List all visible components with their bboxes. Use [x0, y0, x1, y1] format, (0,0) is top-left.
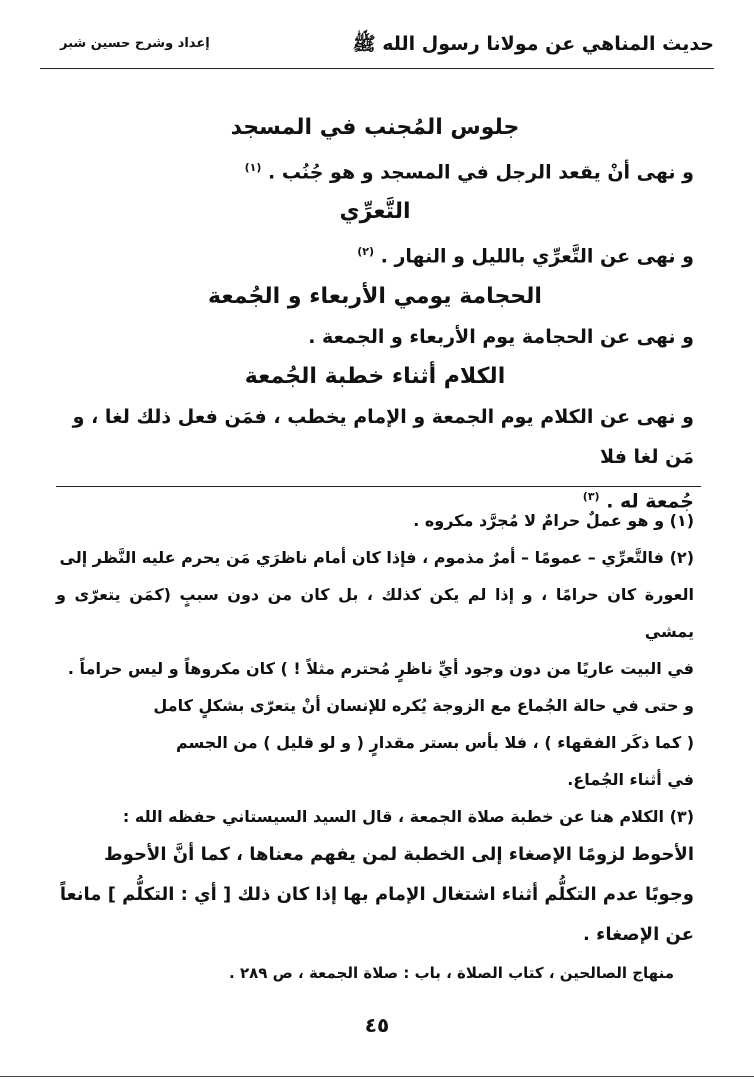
section-text — [56, 148, 694, 192]
section-text-body: و نهى عن التَّعرِّي بالليل و النهار . — [380, 245, 694, 268]
footnote-marker: (١) — [244, 161, 262, 174]
header-title: حديث المناهي عن مولانا رسول الله ﷺ — [352, 33, 714, 55]
footnote-2-line: و حتى في حالة الجُماع مع الزوجة يُكره للإنسان أنْ يتعرّى بشكلٍ كامل — [153, 696, 694, 715]
section-text — [56, 317, 694, 357]
bottom-edge-line — [0, 1076, 754, 1077]
footnotes — [56, 502, 694, 992]
footnote-1: (١) و هو عملٌ حرامٌ لا مُجرَّد مكروه . — [413, 511, 694, 530]
footnote-3-intro: (٣) الكلام هنا عن خطبة صلاة الجمعة ، قال السيد السيستاني حفظه الله : — [122, 807, 694, 826]
footnote-3-quote-line: الأحوط لزومًا الإصغاء إلى الخطبة لمن يفهم معناها ، كما أنَّ الأحوط — [103, 844, 694, 865]
section-text — [56, 232, 694, 276]
section-heading: التَّعرِّي — [339, 199, 411, 225]
footnote-2-line: ( كما ذكَر الفقهاء ) ، فلا بأس بستر مقدارٍ ( و لو قليل ) من الجسم — [175, 733, 694, 752]
section-text-body: و نهى أنْ يقعد الرجل في المسجد و هو جُنُب . — [268, 161, 694, 184]
section-text-line: و نهى عن الكلام يوم الجمعة و الإمام يخطب ، فمَن فعل ذلك لغا ، و مَن لغا فلا — [72, 405, 694, 468]
footnote-marker: (٢) — [357, 245, 374, 259]
footnote-2-line: في أثناء الجُماع. — [567, 770, 694, 789]
header-author: إعداد وشرح حسين شبر — [60, 36, 210, 51]
section-heading: جلوس المُجنب في المسجد — [230, 115, 520, 140]
page-number: ٤٥ — [364, 1013, 390, 1037]
section-text-body: جُمعة له . — [606, 489, 694, 512]
section-heading: الكلام أثناء خطبة الجُمعة — [244, 363, 506, 389]
footnote-2-line: العورة كان حرامًا ، و إذا لم يكن كذلك ، بل كان من دون سببٍ (كمَن يتعرّى و يمشي — [56, 585, 694, 641]
header-divider — [40, 68, 714, 69]
footnote-2-line: (٢) فالتَّعرِّي – عمومًا – أمرٌ مذموم ، فإذا كان أمام ناظرَي مَن يحرم عليه النَّظر إلى — [59, 548, 694, 567]
section-heading: الحجامة يومي الأربعاء و الجُمعة — [208, 283, 542, 309]
section-text-body: و نهى عن الحجامة يوم الأربعاء و الجمعة . — [308, 325, 694, 348]
footnote-3-quote-line: عن الإصغاء . — [583, 924, 694, 945]
footnote-2-line: في البيت عاريًا من دون وجود أيِّ ناظرٍ مُحترم مثلاً ! ) كان مكروهاً و ليس حراماً . — [67, 659, 694, 678]
footnote-divider — [56, 486, 701, 487]
running-header — [60, 28, 714, 64]
main-content — [56, 108, 694, 521]
footnote-marker: (٣) — [582, 489, 600, 503]
footnote-3-citation: منهاج الصالحين ، كتاب الصلاة ، باب : صلاة الجمعة ، ص ٢٨٩ . — [229, 964, 674, 982]
footnote-3-quote-line: وجوبًا عدم التكلُّم أثناء اشتغال الإمام بها إذا كان ذلك [ أي : التكلُّم ] مانعاً — [59, 884, 694, 905]
